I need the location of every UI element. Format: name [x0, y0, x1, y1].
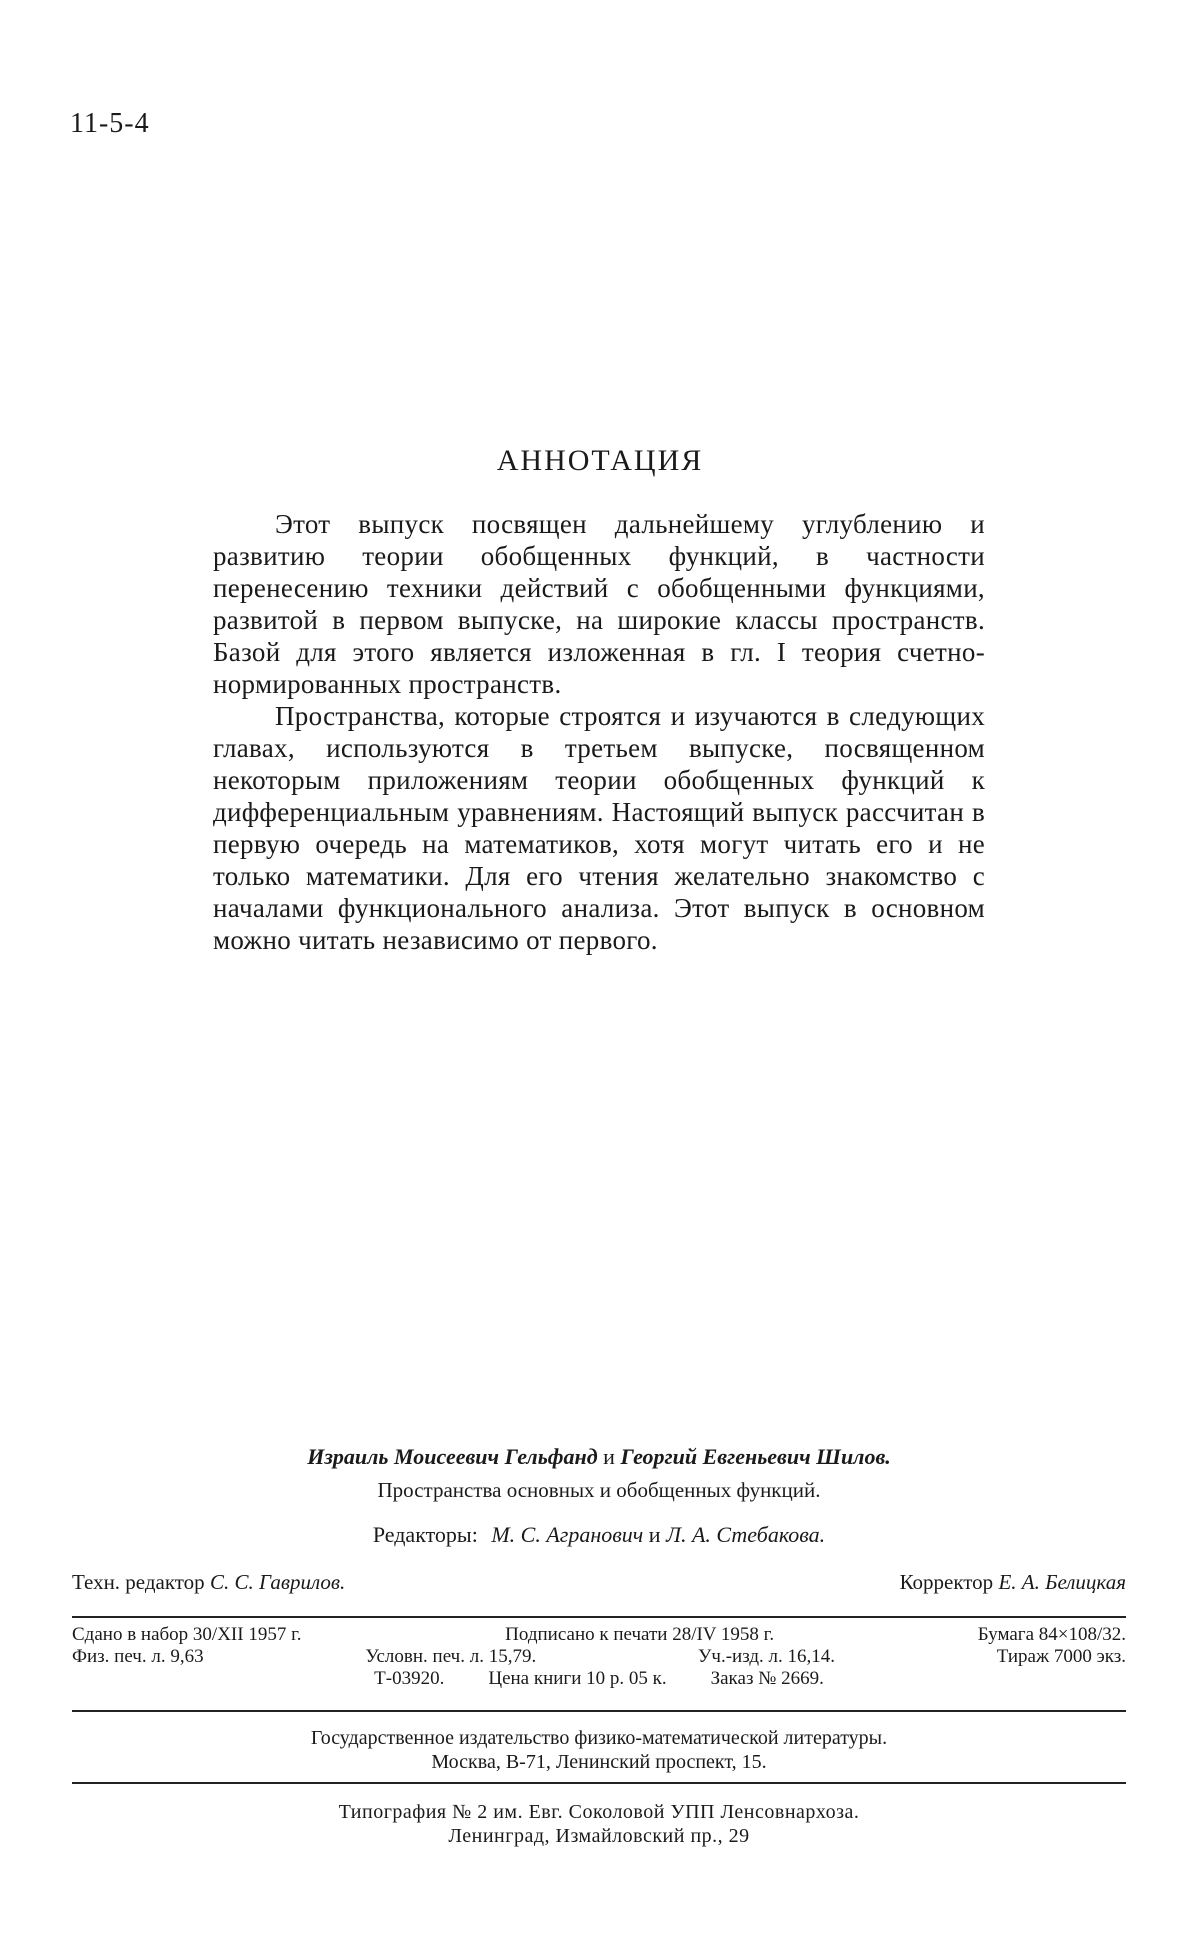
page-number: 11-5-4 [70, 108, 150, 139]
staff-line [72, 1570, 1126, 1595]
printer-block [72, 1800, 1126, 1848]
authors-line [72, 1444, 1126, 1470]
authors-conjunction: и [603, 1444, 615, 1469]
imprint-item: Цена книги 10 р. 05 к. [488, 1668, 667, 1689]
book-title: Пространства основных и обобщенных функций. [377, 1478, 821, 1502]
imprint-item: Сдано в набор 30/XII 1957 г. [72, 1624, 302, 1645]
editors-conjunction: и [648, 1522, 661, 1547]
publisher-block [72, 1726, 1126, 1774]
editor-name: Л. А. Стебакова. [666, 1522, 826, 1547]
divider [72, 1782, 1126, 1784]
editors-label: Редакторы: [372, 1522, 478, 1547]
imprint-item: Условн. печ. л. 15,79. [365, 1646, 537, 1667]
author-name: Израиль Моисеевич Гельфанд [307, 1444, 598, 1469]
imprint-item: Физ. печ. л. 9,63 [72, 1646, 204, 1667]
imprint-item: Тираж 7000 экз. [996, 1646, 1126, 1667]
imprint-line [72, 1646, 1126, 1668]
editor-name: М. С. Агранович [491, 1522, 644, 1547]
imprint-item: Бумага 84×108/32. [977, 1624, 1126, 1645]
publisher-address: Москва, В-71, Ленинский проспект, 15. [431, 1751, 767, 1773]
imprint-item: Т-03920. [374, 1668, 445, 1689]
tech-editor-name: С. С. Гаврилов. [209, 1570, 346, 1594]
annotation-paragraph: Этот выпуск посвящен дальнейшему углублению и развитию теории обобщенных функций, в частности перенесению техники действий с обобщенными функциями, развитой в первом выпуске, на широкие классы пространств. Базой для этого является изложенная в гл. I теория счетно-нормированных пространств. [213, 509, 985, 699]
tech-editor-label: Техн. редактор [72, 1570, 205, 1594]
corrector-name: Е. А. Белицкая [998, 1570, 1126, 1594]
corrector-label: Корректор [899, 1570, 994, 1594]
annotation-title: АННОТАЦИЯ [496, 444, 704, 477]
divider [72, 1616, 1126, 1618]
imprint-item: Заказ № 2669. [710, 1668, 824, 1689]
corrector [900, 1570, 1126, 1595]
annotation-paragraph: Пространства, которые строятся и изучаются в следующих главах, используются в третьем выпуске, посвященном некоторым приложениям теории обобщенных функций к дифференциальным уравнениям. Настоящий выпуск рассчитан в первую очередь на математиков, хотя могут читать его и не только математики. Для его чтения желательно знакомство с началами функционального анализа. Этот выпуск в основном можно читать независимо от первого. [213, 701, 985, 955]
imprint-item: Уч.-изд. л. 16,14. [697, 1646, 836, 1667]
tech-editor [72, 1570, 345, 1595]
divider [72, 1710, 1126, 1712]
imprint-line [72, 1624, 1126, 1646]
imprint-line [72, 1668, 1126, 1690]
publisher-name: Государственное издательство физико-математической литературы. [310, 1727, 888, 1749]
annotation-body [213, 508, 985, 956]
printer-name: Типография № 2 им. Евг. Соколовой УПП Ленсовнархоза. [338, 1801, 860, 1823]
author-name: Георгий Евгеньевич Шилов. [620, 1444, 891, 1469]
printer-address: Ленинград, Измайловский пр., 29 [448, 1825, 750, 1847]
editors-line [72, 1522, 1126, 1548]
imprint-block [72, 1624, 1126, 1690]
imprint-item: Подписано к печати 28/IV 1958 г. [505, 1624, 775, 1645]
